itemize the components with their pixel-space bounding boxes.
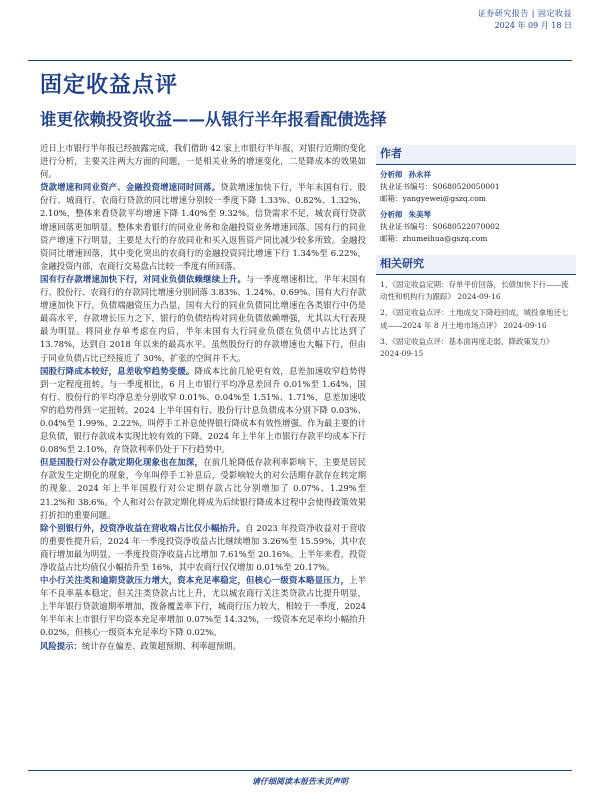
- sidebar: [376, 145, 576, 364]
- paragraph: 中小行关注类和逾期贷款压力增大，资本充足率稳定，但核心一级资本略显压力，上半年不良率基本稳定，但关注类贷款占比上升，尤以城农商行关注类贷款占比提升明显，上半年银行贷款逾期率增加，拨备覆盖率下行，城商行压力较大，相较于一季度，2024 年半年末上市银行平均资本充足率增加 0.07%至 14.32%，一级资本充足率均小幅抬升 0.02%，但核心一级资本充足率均下降 0.02%。: [40, 575, 367, 638]
- related-list: [380, 279, 576, 360]
- related-item[interactable]: 1、《固定收益定期：存单平价回落，长债加快下行——流动性和机构行为跟踪》 2024-09-16: [380, 280, 569, 302]
- header-meta: [478, 8, 572, 32]
- paragraph: 国有行存款增速加快下行，对同业负债依赖继续上升。与一季度增速相比，半年末国有行、股份行、农商行的存款同比增速分别回落 3.83%、1.24%、0.69%。国有大行存款增速加快下行，负债端融资压力凸显，国有大行的同业负债同比增速在各类银行中仍是最高水平，存款增长压力之下，银行的负债结构对同业负债依赖增强，尤其以大行表现最为明显。将同业存单考虑在内后，半年末国有大行同业负债在负债中占比达到了 13.78%，达到自 2018 年以来的最高水平。虽然股份行的存款增速也大幅下行，但由于同业负债占比已经接近了 30%，扩张的空间并不大。: [40, 273, 367, 363]
- authors-heading: 作者: [376, 145, 576, 165]
- risk-warning: 风险提示：统计存在偏差、政策超预期、利率超预期。: [40, 640, 241, 651]
- analyst-card: 分析师 孙永祥 执业证书编号：S0680520050001 邮箱：yangyewei@gszq.com: [380, 170, 500, 203]
- footer-divider: [28, 770, 572, 771]
- related-heading: 相关研究: [376, 255, 576, 275]
- analyst-card: 分析师 朱美琴 执业证书编号：S0680522070002 邮箱：zhumeihua@gszq.com: [380, 210, 500, 243]
- header-divider: [28, 60, 572, 61]
- body-text: [40, 142, 366, 653]
- related-item[interactable]: 3、《固定收益点评：基本面再度走弱，降政策发力》 2024-09-15: [380, 336, 554, 359]
- report-date: 2024 年 09 月 18 日: [494, 21, 572, 30]
- footer-disclaimer: 请仔细阅读本报告末页声明: [252, 776, 348, 786]
- related-item[interactable]: 2、《固定收益点评：土地成交下降趋回成，城投拿地还七成——2024 年 8 月土地市场点评》 2024-09-16: [380, 308, 569, 330]
- paragraph: 近日上市银行半年报已经披露完成，我们借助 42 家上市银行半年报，对银行近期的变化进行分析，主要关注两大方面的问题，一是相关业务的增速变化，二是降成本的效果如何。: [40, 143, 366, 180]
- paragraph: 但是国股行对公存款定期化现象也在加深，在前几轮降低存款利率影响下，主要是居民存款发生定期化的现象，今年叫停手工补息后，受影响较大的对公活期存款存在转定期的现象。2024 年上半年国股行对公定期存款占比分别增加了 0.07%、1.29%至 21.2%和 38.6%。个人和对公存款定期化将成为后续银行降成本过程中会使得政策效果打折扣的重要问题。: [40, 457, 367, 520]
- page-title: 谁更依赖投资收益——从银行半年报看配债选择: [40, 110, 387, 129]
- paragraph: 国股行降成本较好，息差收窄趋势变缓。降成本比前几轮更有效，息差加速收窄趋势得到一定程度扭转。与一季度相比，6 月上市银行平均净息差回升 0.01%至 1.64%，国有行、股份行的平均净息差分别收窄 0.01%、0.04%至 1.51%、1.71%，息差加速收窄的趋势得到一定扭转。2024 上半年国有行、股份行计息负债成本分别下降 0.03%、0.04%至 1.99%、2.22%，叫停手工补息使得银行降成本有效性增强。作为最主要的计息负债，银行存款成本实现比较有效的下降。2024 年上半年上市银行存款平均成本下行 0.08%至 2.10%，存贷款利率仍处于下行趋势中。: [40, 365, 367, 455]
- paragraph: 除个别银行外，投资净收益在营收端占比仅小幅抬升。自 2023 年投资净收益对于营收的重要性提升后，2024 年一季度投资净收益占比继续增加 3.26%至 15.59%，其中农商行增加最为明显，一季度投资净收益占比增加 7.61%至 20.16%。上半年来看，投资净收益占比均值仅小幅抬升至 16%，其中农商行仅仅增加 0.01%至 20.17%。: [40, 522, 366, 572]
- doc-type: 固定收益点评: [40, 73, 179, 98]
- paragraph: 贷款增速和同业资产、金融投资增速同时回落。贷款增速加快下行，半年末国有行、股份行、城商行、农商行贷款的同比增速分别较一季度下降 1.33%、0.82%、1.32%、2.10%，整体来看贷款平均增速下降 1.40%至 9.32%。信贷需求不足，城农商行贷款增速回落更加明显。整体来看银行的同业业务和金融投资业务增速回落。国有行的同业资产增速下行明显，主要是大行的存放同业和买入返售资产同比减少较多所致。金融投资同比增速回落，其中变化突出的农商行的金融投资同比增速下行 1.34%至 6.22%，金融投资内部，农商行交易盘占比较一季度有所回落。: [40, 182, 367, 271]
- report-category: 证券研究报告 | 固定收益: [477, 9, 572, 18]
